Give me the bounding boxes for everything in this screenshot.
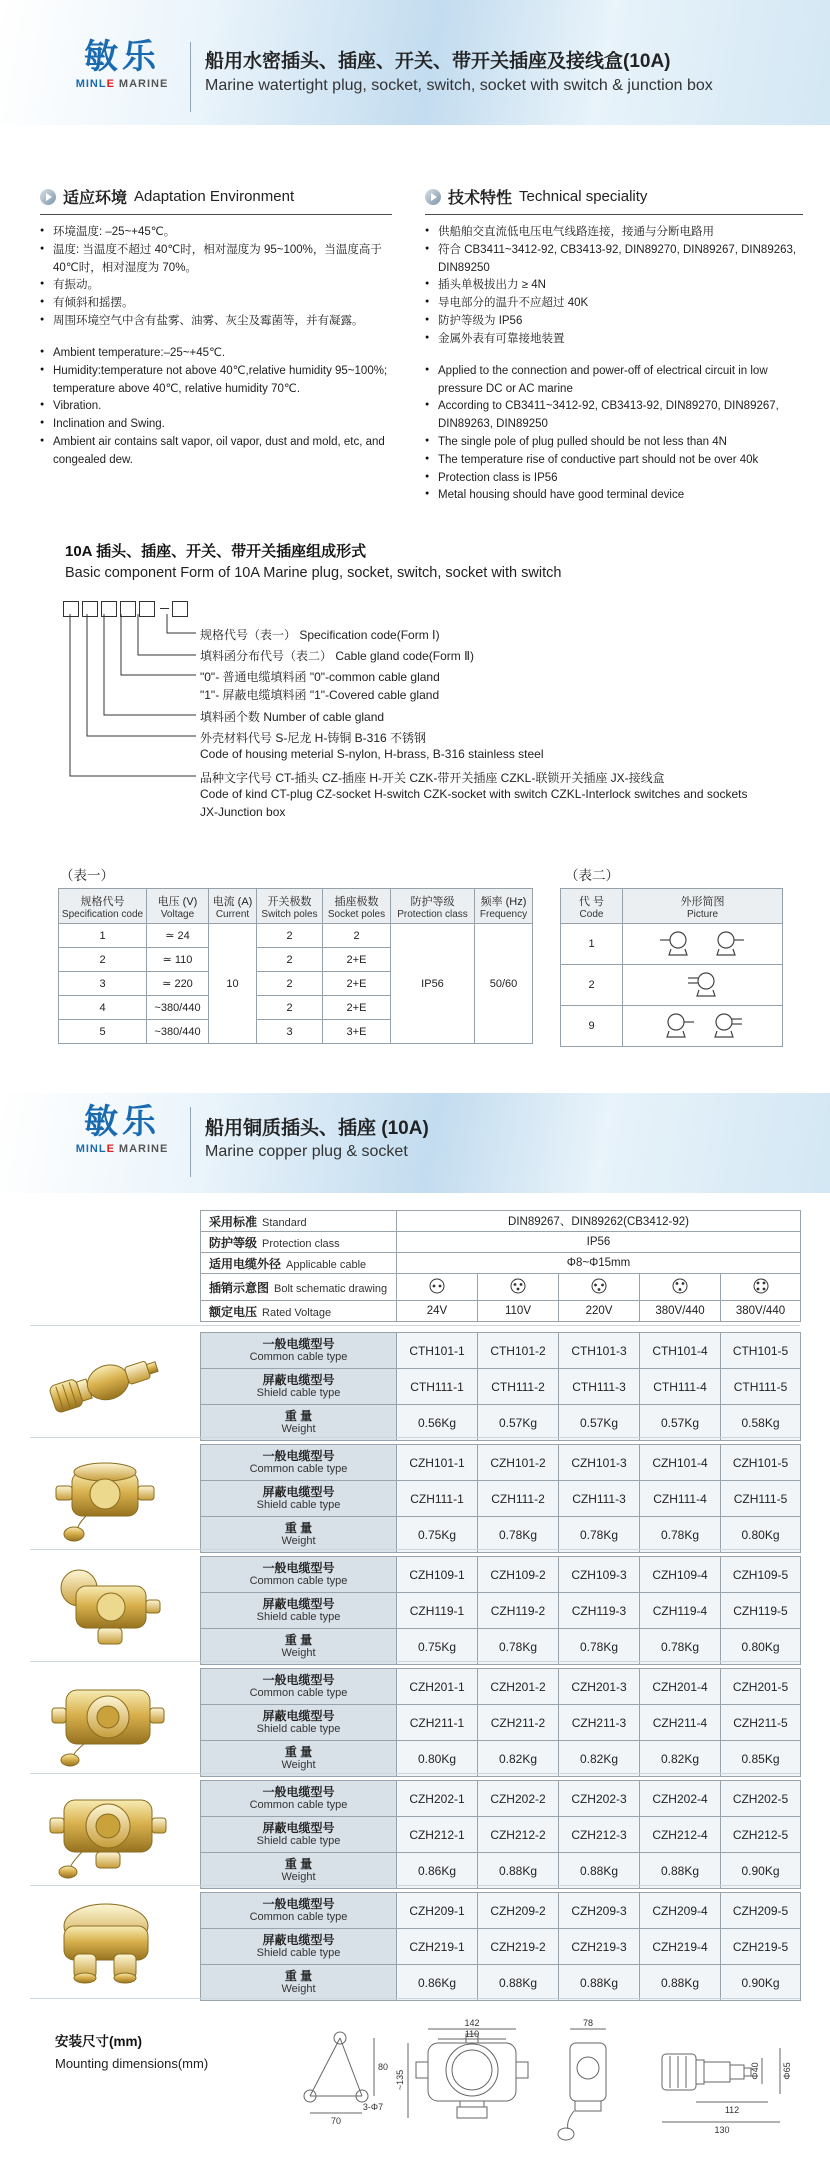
product-table bbox=[200, 1668, 801, 1777]
bullet: ● 防护等级为 IP56 bbox=[425, 313, 803, 331]
table-header-row: 规格代号 Specification code 电压 (V) Voltage 电流 (A) Current 开关极数 Switch poles 插座极数 Socket poles 防护等级 Protection class 频率 (Hz) Frequency bbox=[59, 889, 533, 924]
divider bbox=[30, 1773, 800, 1774]
bullet: ● The temperature rise of conductive part should not be over 40k bbox=[425, 452, 803, 470]
table-row: 一般电缆型号 Common cable type CZH209-1 CZH209-2 CZH209-3 CZH209-4 CZH209-5 bbox=[201, 1893, 801, 1929]
brand-logo-cn: 敏乐 bbox=[84, 38, 160, 76]
code-label: Code of kind CT-plug CZ-socket H-switch CZK-socket with switch CZKL-Interlock switches and sockets bbox=[200, 787, 748, 801]
dim-label: 130 bbox=[714, 2125, 730, 2135]
table-row: 屏蔽电缆型号 Shield cable type CZH119-1 CZH119-2 CZH119-3 CZH119-4 CZH119-5 bbox=[201, 1593, 801, 1629]
page-title-en: Marine copper plug & socket bbox=[205, 1143, 408, 1160]
table-row: 插销示意图 Bolt schematic drawing bbox=[201, 1274, 801, 1301]
pin-layout-icon bbox=[671, 1277, 689, 1295]
bullet: ● According to CB3411~3412-92, CB3413-92, DIN89270, DIN89267, DIN89263, DIN89250 bbox=[425, 398, 803, 434]
divider bbox=[30, 1661, 800, 1662]
bullet: ● The single pole of plug pulled should be not less than 4N bbox=[425, 434, 803, 452]
divider bbox=[30, 1325, 800, 1326]
technical-bullets-en bbox=[425, 363, 803, 506]
socket-outline-icon bbox=[648, 1010, 758, 1040]
table-row: 重 量 Weight 0.75Kg 0.78Kg 0.78Kg 0.78Kg 0.80Kg bbox=[201, 1629, 801, 1665]
product-table bbox=[200, 1556, 801, 1665]
bullet: ● 金属外表有可靠接地装置 bbox=[425, 331, 803, 349]
adaptation-heading: 适应环境 Adaptation Environment bbox=[40, 185, 392, 215]
brand-logo bbox=[62, 40, 182, 90]
mounting-title: 安装尺寸(mm) Mounting dimensions(mm) bbox=[55, 2034, 209, 2071]
table-row: 重 量 Weight 0.86Kg 0.88Kg 0.88Kg 0.88Kg 0.90Kg bbox=[201, 1965, 801, 2001]
table-row: 屏蔽电缆型号 Shield cable type CZH211-1 CZH211-2 CZH211-3 CZH211-4 CZH211-5 bbox=[201, 1705, 801, 1741]
table-row: 屏蔽电缆型号 Shield cable type CZH219-1 CZH219-2 CZH219-3 CZH219-4 CZH219-5 bbox=[201, 1929, 801, 1965]
header-divider bbox=[190, 1107, 191, 1177]
form2-table bbox=[560, 888, 783, 1047]
table-row: 采用标准 Standard DIN89267、DIN89262(CB3412-92) bbox=[201, 1211, 801, 1232]
table-row: 一般电缆型号 Common cable type CTH101-1 CTH101-2 CTH101-3 CTH101-4 CTH101-5 bbox=[201, 1333, 801, 1369]
product-table bbox=[200, 1444, 801, 1553]
table-row: 适用电缆外径 Applicable cable Φ8~Φ15mm bbox=[201, 1253, 801, 1274]
table-row: 一般电缆型号 Common cable type CZH101-1 CZH101-2 CZH101-3 CZH101-4 CZH101-5 bbox=[201, 1445, 801, 1481]
section-arrow-icon bbox=[425, 189, 441, 205]
table-row: 一般电缆型号 Common cable type CZH201-1 CZH201-2 CZH201-3 CZH201-4 CZH201-5 bbox=[201, 1669, 801, 1705]
bullet: ● Protection class is IP56 bbox=[425, 470, 803, 488]
header-band-1 bbox=[0, 0, 830, 125]
form1-caption: （表一） bbox=[60, 868, 114, 883]
table-row: 屏蔽电缆型号 Shield cable type CTH111-1 CTH111-2 CTH111-3 CTH111-4 CTH111-5 bbox=[201, 1369, 801, 1405]
dim-label: 3-Φ7 bbox=[362, 2102, 384, 2112]
technical-bullets-cn bbox=[425, 224, 803, 349]
table-row: 防护等级 Protection class IP56 bbox=[201, 1232, 801, 1253]
product-photo-junction-box bbox=[34, 1892, 184, 1992]
divider bbox=[30, 1998, 800, 1999]
page-title-cn: 船用水密插头、插座、开关、带开关插座及接线盒(10A) bbox=[205, 51, 671, 72]
table-row: 屏蔽电缆型号 Shield cable type CZH111-1 CZH111-2 CZH111-3 CZH111-4 CZH111-5 bbox=[201, 1481, 801, 1517]
header-band-2 bbox=[0, 1093, 830, 1193]
code-label: 填料函个数 Number of cable gland bbox=[200, 710, 385, 724]
product-photo-socket bbox=[34, 1556, 184, 1656]
adaptation-section bbox=[40, 185, 392, 470]
bullet: ● 有振动。 bbox=[40, 277, 392, 295]
code-label: JX-Junction box bbox=[200, 805, 286, 819]
form1-table bbox=[58, 888, 533, 1044]
table-row: 9 bbox=[561, 1006, 783, 1047]
pin-layout-icon bbox=[509, 1277, 527, 1295]
bullet: ● 环境温度: –25~+45℃。 bbox=[40, 224, 392, 242]
code-label: 外壳材料代号 S-尼龙 H-铸铜 B-316 不锈钢 bbox=[200, 731, 427, 745]
table-row: 重 量 Weight 0.86Kg 0.88Kg 0.88Kg 0.88Kg 0.90Kg bbox=[201, 1853, 801, 1889]
code-dash bbox=[160, 608, 169, 609]
product-block bbox=[0, 1780, 830, 1886]
table-row: 2 ≃ 110 2 2+E bbox=[59, 948, 533, 972]
dim-label: 80 bbox=[377, 2062, 389, 2072]
product-block bbox=[0, 1444, 830, 1550]
table-row: 屏蔽电缆型号 Shield cable type CZH212-1 CZH212-2 CZH212-3 CZH212-4 CZH212-5 bbox=[201, 1817, 801, 1853]
brand-logo-en: MINLE MARINE bbox=[75, 77, 169, 90]
product-photo-plug bbox=[34, 1332, 184, 1432]
table-row: 5 ~380/440 3 3+E bbox=[59, 1020, 533, 1044]
product-table bbox=[200, 1780, 801, 1889]
product-block bbox=[0, 1332, 830, 1438]
bullet: ● 供船舶交直流低电压电气线路连接，接通与分断电路用 bbox=[425, 224, 803, 242]
form2-caption: （表二） bbox=[565, 868, 619, 883]
code-label: 规格代号（表一） Specification code(Form Ⅰ) bbox=[200, 628, 440, 642]
technical-heading: 技术特性 Technical speciality bbox=[425, 185, 803, 215]
product-photo-socket bbox=[34, 1668, 184, 1768]
table-row: 重 量 Weight 0.56Kg 0.57Kg 0.57Kg 0.57Kg 0.58Kg bbox=[201, 1405, 801, 1441]
bullet: ● 符合 CB3411~3412-92, CB3413-92, DIN89270, DIN89267, DIN89263, DIN89250 bbox=[425, 242, 803, 278]
table-row: 一般电缆型号 Common cable type CZH109-1 CZH109-2 CZH109-3 CZH109-4 CZH109-5 bbox=[201, 1557, 801, 1593]
pin-layout-icon bbox=[752, 1277, 770, 1295]
socket-outline-icon bbox=[648, 969, 758, 999]
bullet: ● Vibration. bbox=[40, 398, 392, 416]
bullet: ● 周围环境空气中含有盐雾、油雾、灰尘及霉菌等，并有凝露。 bbox=[40, 313, 392, 331]
product-photo-socket bbox=[34, 1780, 184, 1880]
brand-logo bbox=[62, 1105, 182, 1155]
pin-layout-icon bbox=[590, 1277, 608, 1295]
bullet: ● 导电部分的温升不应超过 40K bbox=[425, 295, 803, 313]
bullet: ● 温度: 当温度不超过 40℃时，相对湿度为 95~100%，当温度高于40℃时，相对湿度为 70%。 bbox=[40, 242, 392, 278]
adaptation-bullets-cn bbox=[40, 224, 392, 331]
divider bbox=[30, 1885, 800, 1886]
product-photo-socket bbox=[34, 1444, 184, 1544]
adaptation-bullets-en bbox=[40, 345, 392, 470]
bullet: ● Ambient air contains salt vapor, oil vapor, dust and mold, etc, and congealed dew. bbox=[40, 434, 392, 470]
table-row: 4 ~380/440 2 2+E bbox=[59, 996, 533, 1020]
product-block bbox=[0, 1892, 830, 1998]
code-label: "0"- 普通电缆填料函 "0"-common cable gland bbox=[200, 670, 440, 684]
bullet: ● Inclination and Swing. bbox=[40, 416, 392, 434]
bullet: ● 有倾斜和摇摆。 bbox=[40, 295, 392, 313]
bullet: ● Applied to the connection and power-off of electrical circuit in low pressure DC or AC marine bbox=[425, 363, 803, 399]
dim-label: Φ65 bbox=[782, 2062, 792, 2080]
dim-label: 112 bbox=[724, 2105, 740, 2115]
page-title-en: Marine watertight plug, socket, switch, socket with switch & junction box bbox=[205, 77, 713, 94]
brand-logo-cn: 敏乐 bbox=[84, 1103, 160, 1141]
table-row: 1 ≃ 24 10 2 2 IP56 50/60 bbox=[59, 924, 533, 948]
divider bbox=[30, 1549, 800, 1550]
dim-label: 110 bbox=[464, 2029, 480, 2039]
table-header-row: 代 号 Code 外形简图 Picture bbox=[561, 889, 783, 924]
code-label: 填料函分布代号（表二） Cable gland code(Form Ⅱ) bbox=[200, 649, 474, 663]
dim-label: 142 bbox=[464, 2018, 480, 2028]
dim-label: ~135 bbox=[395, 2069, 405, 2091]
bullet: ● 插头单极拔出力 ≥ 4N bbox=[425, 277, 803, 295]
component-form-title: 10A 插头、插座、开关、带开关插座组成形式 Basic component Form of 10A Marine plug, socket, switch, socket with switch bbox=[65, 543, 562, 581]
mounting-drawings bbox=[270, 2018, 820, 2153]
specs-table bbox=[200, 1210, 801, 1322]
product-table bbox=[200, 1332, 801, 1441]
dim-label: Φ40 bbox=[750, 2062, 760, 2080]
dim-label: 70 bbox=[330, 2116, 342, 2126]
table-row: 3 ≃ 220 2 2+E bbox=[59, 972, 533, 996]
product-block bbox=[0, 1556, 830, 1662]
table-row: 2 bbox=[561, 965, 783, 1006]
socket-outline-icon bbox=[648, 928, 758, 958]
table-row: 重 量 Weight 0.75Kg 0.78Kg 0.78Kg 0.78Kg 0.80Kg bbox=[201, 1517, 801, 1553]
bullet: ● Metal housing should have good terminal device bbox=[425, 487, 803, 505]
code-label: Code of housing meterial S-nylon, H-brass, B-316 stainless steel bbox=[200, 747, 544, 761]
code-connector-lines bbox=[60, 614, 200, 784]
table-row: 额定电压 Rated Voltage 24V 110V 220V 380V/440 380V/440 bbox=[201, 1301, 801, 1322]
product-table bbox=[200, 1892, 801, 2001]
bullet: ● Ambient temperature:–25~+45℃. bbox=[40, 345, 392, 363]
divider bbox=[30, 1437, 800, 1438]
pin-layout-icon bbox=[428, 1277, 446, 1295]
code-label: 品种文字代号 CT-插头 CZ-插座 H-开关 CZK-带开关插座 CZKL-联锁开关插座 JX-接线盒 bbox=[200, 771, 665, 785]
page-title-cn: 船用铜质插头、插座 (10A) bbox=[205, 1118, 429, 1139]
code-label: "1"- 屏蔽电缆填料函 "1"-Covered cable gland bbox=[200, 688, 440, 702]
table-row: 1 bbox=[561, 924, 783, 965]
section-arrow-icon bbox=[40, 189, 56, 205]
dim-label: 78 bbox=[582, 2018, 594, 2028]
table-row: 一般电缆型号 Common cable type CZH202-1 CZH202-2 CZH202-3 CZH202-4 CZH202-5 bbox=[201, 1781, 801, 1817]
table-row: 重 量 Weight 0.80Kg 0.82Kg 0.82Kg 0.82Kg 0.85Kg bbox=[201, 1741, 801, 1777]
header-divider bbox=[190, 42, 191, 112]
bullet: ● Humidity:temperature not above 40℃,relative humidity 95~100%; temperature above 40℃, relative humidity 70℃. bbox=[40, 363, 392, 399]
brand-logo-en: MINLE MARINE bbox=[75, 1142, 169, 1155]
technical-section bbox=[425, 185, 803, 505]
product-block bbox=[0, 1668, 830, 1774]
